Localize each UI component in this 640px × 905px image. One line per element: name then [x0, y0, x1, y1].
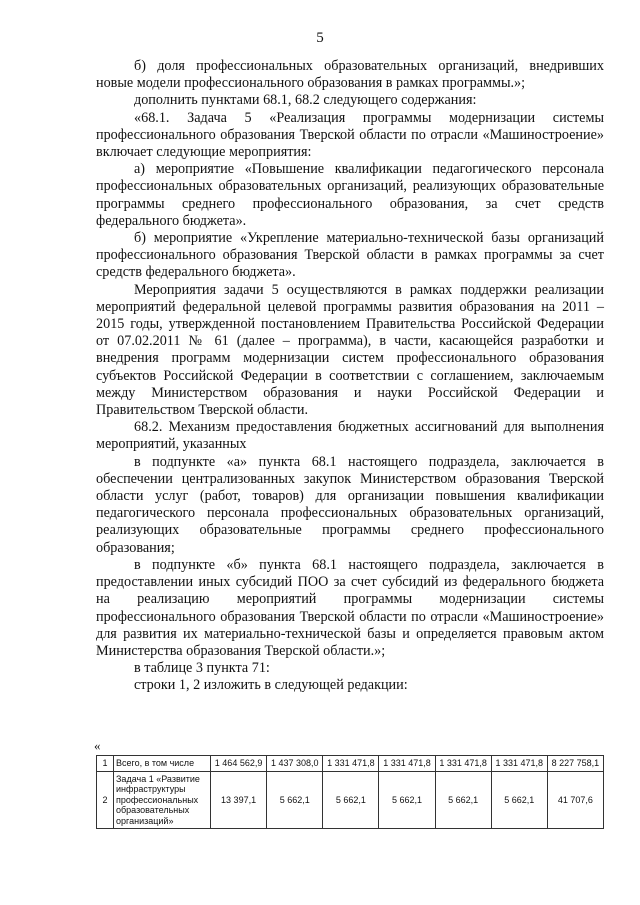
table-cell: 5 662,1 — [323, 771, 379, 829]
paragraph: в подпункте «б» пункта 68.1 настоящего подраздела, заключается в предоставлении иных субсидий ПОО за счет субсидий из федерального бюджета на реализацию мероприятий программы модернизации системы профессионального образования Тверской области по отрасли «Машиностроение» для развития их материально-технической базы и определяется правовым актом Министерства образования Тверской области.»; — [96, 556, 604, 659]
paragraph: Мероприятия задачи 5 осуществляются в рамках поддержки реализации мероприятий федеральной целевой программы развития образования на 2011 – 2015 годы, утвержденной постановлением Правительства Российской Федерации от 07.02.2011 № 61 (далее – программа), в части, касающейся разработки и внедрения программ модернизации систем профессионального образования субъектов Российской Федерации в соответствии с соглашением, заключаемым между Министерством образования и науки Российской Федерации и Правительством Тверской области. — [96, 281, 604, 419]
table-row — [97, 771, 604, 829]
document-body — [96, 58, 604, 695]
paragraph: 68.2. Механизм предоставления бюджетных ассигнований для выполнения мероприятий, указанных — [96, 419, 604, 453]
paragraph: б) доля профессиональных образовательных организаций, внедривших новые модели профессионального образования в рамках программы.»; — [96, 58, 604, 92]
table-cell: 1 331 471,8 — [379, 756, 435, 772]
table-cell: 41 707,6 — [547, 771, 603, 829]
opening-quote-mark: « — [94, 738, 101, 753]
table-cell: 5 662,1 — [491, 771, 547, 829]
table-row — [97, 756, 604, 772]
table-cell: 5 662,1 — [379, 771, 435, 829]
paragraph: а) мероприятие «Повышение квалификации педагогического персонала профессиональных образовательных организаций, реализующих образовательные программы среднего профессионального образования, за счет средств федерального бюджета». — [96, 161, 604, 229]
budget-table — [96, 755, 604, 829]
paragraph: б) мероприятие «Укрепление материально-технической базы организаций профессионального образования Тверской области в рамках программы за счет средств федерального бюджета». — [96, 230, 604, 281]
row-number: 2 — [97, 771, 114, 829]
row-number: 1 — [97, 756, 114, 772]
paragraph: дополнить пунктами 68.1, 68.2 следующего содержания: — [134, 92, 477, 109]
row-name: Всего, в том числе — [114, 756, 211, 772]
paragraph: в таблице 3 пункта 71: — [134, 660, 270, 677]
paragraph: в подпункте «а» пункта 68.1 настоящего подраздела, заключается в обеспечении централизованных закупок Министерством образования Тверской области услуг (работ, товаров) для организации повышения квалификации педагогического персонала профессиональных образовательных организаций, реализующих образовательные программы среднего профессионального образования; — [96, 453, 604, 556]
table-cell: 13 397,1 — [211, 771, 267, 829]
table-cell: 1 331 471,8 — [435, 756, 491, 772]
page-number: 5 — [316, 30, 324, 46]
table-cell: 1 437 308,0 — [267, 756, 323, 772]
row-name: Задача 1 «Развитие инфраструктуры профессиональных образовательных организаций» — [114, 771, 211, 829]
paragraph: «68.1. Задача 5 «Реализация программы модернизации системы профессионального образования Тверской области по отрасли «Машиностроение» включает следующие мероприятия: — [96, 109, 604, 161]
table-cell: 1 331 471,8 — [491, 756, 547, 772]
table-cell: 8 227 758,1 — [547, 756, 603, 772]
table-cell: 1 464 562,9 — [211, 756, 267, 772]
table-cell: 5 662,1 — [267, 771, 323, 829]
paragraph: строки 1, 2 изложить в следующей редакции: — [134, 677, 408, 694]
table-cell: 1 331 471,8 — [323, 756, 379, 772]
table-cell: 5 662,1 — [435, 771, 491, 829]
